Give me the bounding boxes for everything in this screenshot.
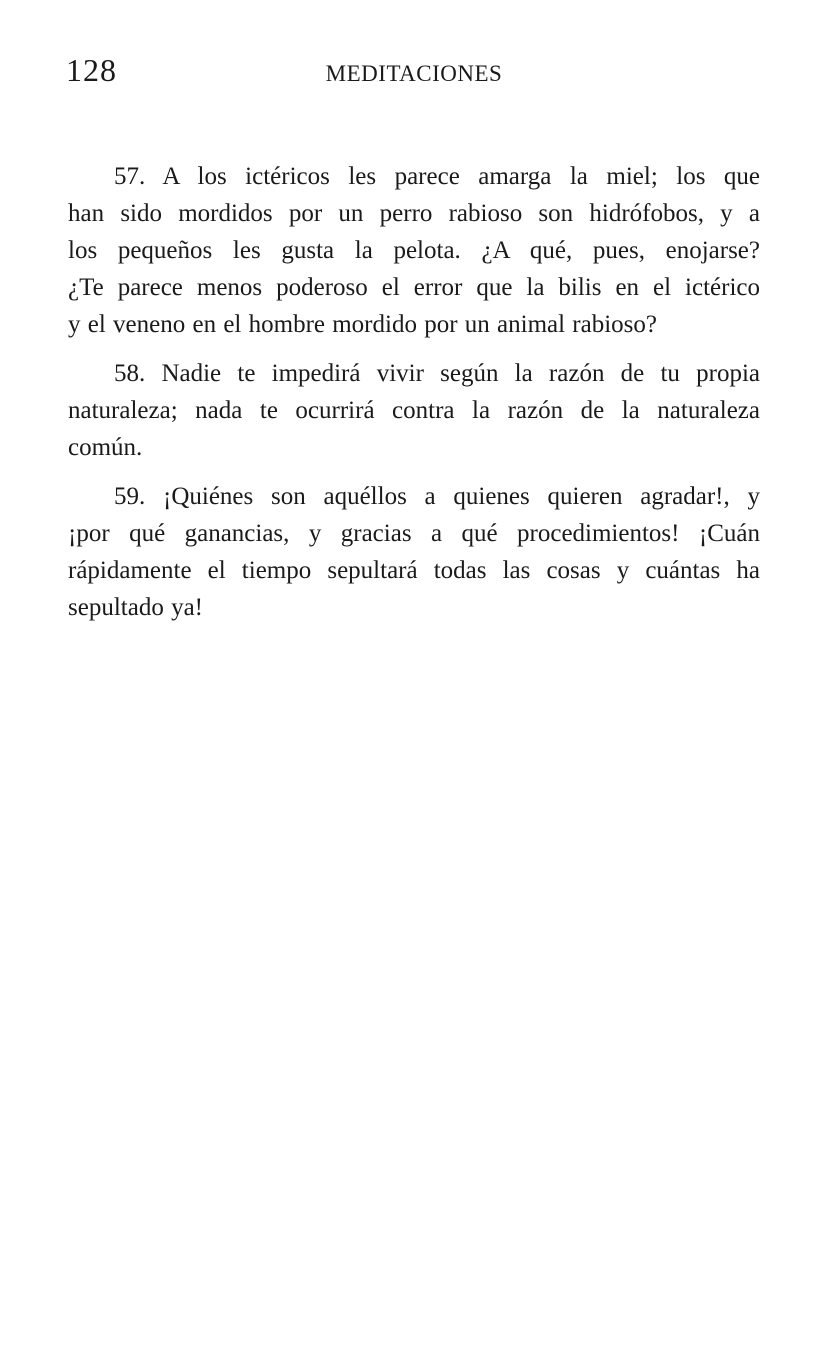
page-number: 128 — [66, 52, 117, 88]
text-line: han sido mordidos por un perro rabioso son hidrófobos, y a — [68, 200, 760, 227]
paragraph-59 — [68, 478, 760, 626]
text-line: sepultado ya! — [68, 594, 203, 621]
paragraph-58 — [68, 355, 760, 466]
text-line: ¿Te parece menos poderoso el error que la bilis en el ictérico — [68, 274, 760, 301]
text-line: ¡por qué ganancias, y gracias a qué procedimientos! ¡Cuán — [68, 520, 760, 547]
text-block — [68, 158, 760, 638]
text-line: 58. Nadie te impedirá vivir según la razón de tu propia — [114, 360, 760, 387]
text-line: 59. ¡Quiénes son aquéllos a quienes quieren agradar!, y — [114, 483, 760, 510]
text-line: común. — [68, 434, 143, 461]
text-line: rápidamente el tiempo sepultará todas las cosas y cuántas ha — [68, 557, 760, 584]
text-line: 57. A los ictéricos les parece amarga la miel; los que — [114, 163, 760, 190]
text-line: los pequeños les gusta la pelota. ¿A qué, pues, enojarse? — [68, 237, 760, 264]
text-line: naturaleza; nada te ocurrirá contra la razón de la naturaleza — [68, 397, 760, 424]
page-header — [0, 0, 828, 100]
paragraph-57 — [68, 158, 760, 343]
running-title: MEDITACIONES — [325, 61, 503, 86]
text-line: y el veneno en el hombre mordido por un animal rabioso? — [68, 311, 658, 338]
